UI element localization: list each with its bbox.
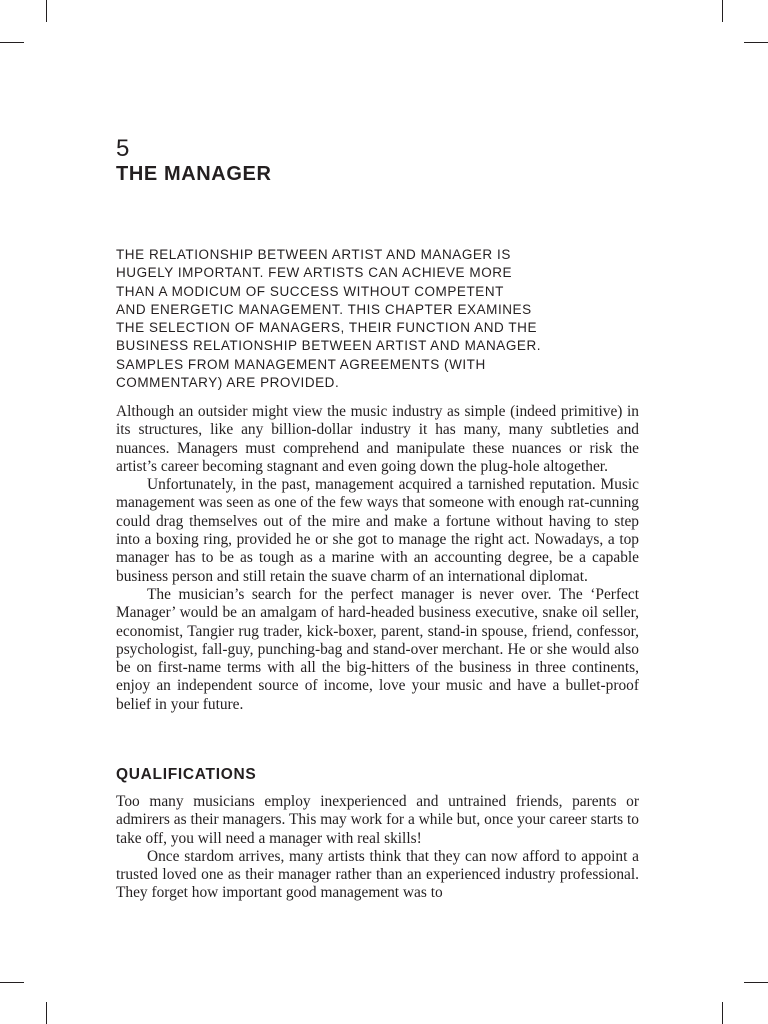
abstract-line: AND ENERGETIC MANAGEMENT. THIS CHAPTER EXAMINES — [116, 301, 532, 317]
chapter-number: 5 — [116, 135, 130, 162]
chapter-title: THE MANAGER — [116, 163, 272, 185]
abstract-line: THE RELATIONSHIP BETWEEN ARTIST AND MANAGER IS — [116, 247, 511, 262]
crop-mark-top-left — [46, 0, 47, 22]
abstract-line: SAMPLES FROM MANAGEMENT AGREEMENTS (WITH — [116, 356, 486, 372]
paragraph: The musician’s search for the perfect manager is never over. The ‘Perfect Manager’ would be an amalgam of hard-headed business executive, snake oil seller, economist, Tangier rug trader, kick-boxer, parent, stand-in spouse, friend, confessor, psychologist, fall-guy, punching-bag and stand-over merchant. He or she would also be on first-name terms with all the big-hitters of the business in three continents, enjoy an independent source of income, love your music and have a bullet-proof belief in your future. — [116, 585, 639, 713]
crop-mark-bottom-left-h — [0, 982, 24, 983]
abstract-line: COMMENTARY) ARE PROVIDED. — [116, 375, 340, 391]
abstract-line: HUGELY IMPORTANT. FEW ARTISTS CAN ACHIEVE MORE — [116, 265, 513, 281]
abstract-line: THAN A MODICUM OF SUCCESS WITHOUT COMPETENT — [116, 283, 504, 299]
crop-mark-bottom-left — [46, 1002, 47, 1024]
crop-mark-bottom-right-h — [744, 982, 768, 983]
section-body-text — [116, 793, 639, 903]
crop-mark-top-right — [722, 0, 723, 22]
section-heading: QUALIFICATIONS — [116, 766, 257, 783]
crop-mark-top-left-h — [0, 42, 24, 43]
paragraph: Although an outsider might view the music industry as simple (indeed primitive) in its structures, like any billion-dollar industry it has many, many subtleties and nuances. Managers must comprehend and manipulate these nuances or risk the artist’s career becoming stagnant and even going down the plug-hole altogether. — [116, 403, 639, 475]
crop-mark-top-right-h — [744, 42, 768, 43]
paragraph: Too many musicians employ inexperienced and untrained friends, parents or admirers as their managers. This may work for a while but, once your career starts to take off, you will need a manager with real skills! — [116, 793, 639, 847]
chapter-abstract — [116, 246, 636, 392]
paragraph: Once stardom arrives, many artists think that they can now afford to appoint a trusted loved one as their manager rather than an experienced industry professional. They forget how important good management was to — [116, 847, 639, 902]
paragraph: Unfortunately, in the past, management acquired a tarnished reputation. Music management was seen as one of the few ways that someone with enough rat-cunning could drag themselves out of the mire and make a fortune without having to step into a boxing ring, provided he or she got to manage the right act. Nowadays, a top manager has to be as tough as a marine with an accounting degree, be a capable business person and still retain the suave charm of an international diplomat. — [116, 476, 639, 585]
crop-mark-bottom-right — [722, 1002, 723, 1024]
body-text — [116, 403, 639, 714]
abstract-line: BUSINESS RELATIONSHIP BETWEEN ARTIST AND MANAGER. — [116, 338, 542, 354]
abstract-line: THE SELECTION OF MANAGERS, THEIR FUNCTION AND THE — [116, 320, 537, 336]
